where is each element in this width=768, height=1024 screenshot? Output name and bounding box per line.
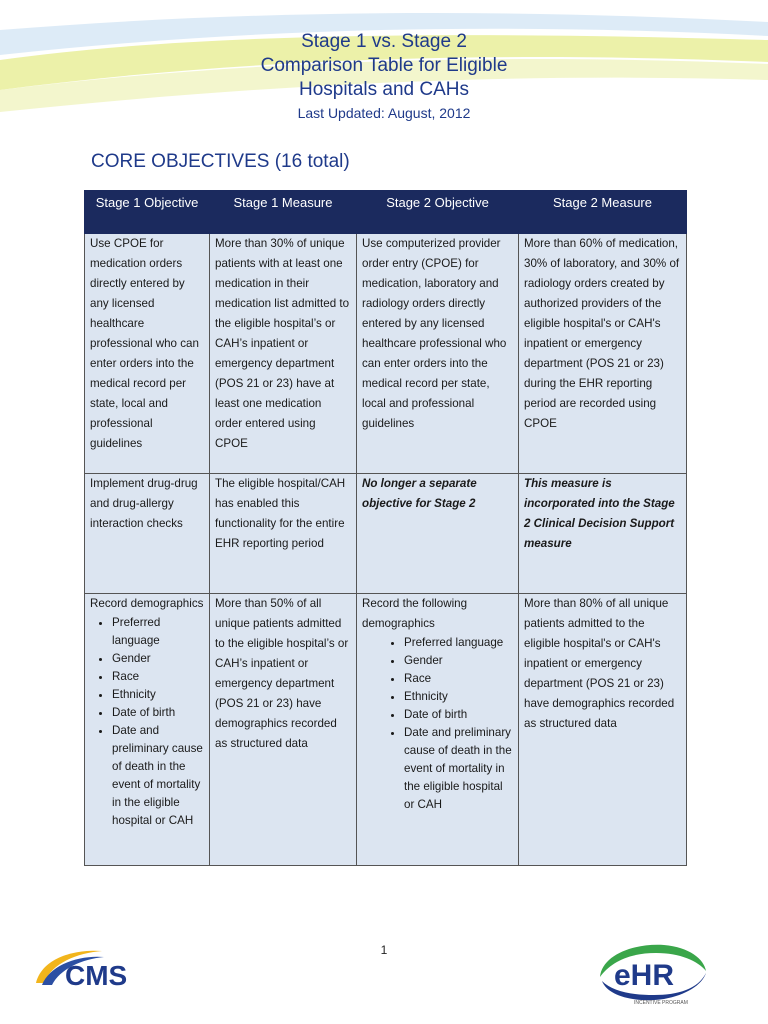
cell-s1-measure: More than 30% of unique patients with at least one medication in their medication list admitted to the eligible hospital’s or CAH’s inpatient or emergency department (POS 21 or 23) have at least one medication order entered using CPOE — [210, 234, 357, 474]
title-line-1: Stage 1 vs. Stage 2 — [301, 31, 467, 52]
last-updated: Last Updated: August, 2012 — [297, 105, 471, 121]
cms-logo — [32, 945, 162, 995]
comparison-table — [84, 190, 687, 866]
ehr-logo-subtext: INCENTIVE PROGRAM — [634, 1000, 688, 1006]
header-stage1-objective: Stage 1 Objective — [85, 191, 210, 234]
cell-s1-objective — [85, 594, 210, 866]
list-item: • Race — [404, 670, 513, 688]
cell-s1-measure: The eligible hospital/CAH has enabled this functionality for the entire EHR reporting period — [210, 474, 357, 594]
title-line-2: Comparison Table for Eligible — [260, 55, 508, 76]
document-title — [0, 30, 768, 123]
title-line-3: Hospitals and CAHs — [298, 79, 470, 100]
cell-s2-objective-text: Record the following demographics — [362, 597, 468, 630]
cell-s1-measure: More than 50% of all unique patients admitted to the eligible hospital’s or CAH’s inpatient or emergency department (POS 21 or 23) have demographics recorded as structured data — [210, 594, 357, 866]
list-item: • Preferred language — [404, 634, 513, 652]
cell-s2-measure: More than 80% of all unique patients admitted to the eligible hospital's or CAH's inpatient or emergency department (POS 21 or 23) have demographics recorded as structured data — [519, 594, 687, 866]
list-item: • Date and preliminary cause of death in the event of mortality in the eligible hospital or CAH — [404, 724, 513, 814]
cell-s1-objective-text: Record demographics — [90, 597, 204, 610]
list-item: • Date and preliminary cause of death in the event of mortality in the eligible hospital or CAH — [112, 722, 204, 830]
cell-s2-objective: No longer a separate objective for Stage 2 — [357, 474, 519, 594]
table-row — [85, 234, 687, 474]
cell-s1-objective: Implement drug-drug and drug-allergy interaction checks — [85, 474, 210, 594]
cell-s1-objective: Use CPOE for medication orders directly entered by any licensed healthcare professional who can enter orders into the medical record per state, local and professional guidelines — [85, 234, 210, 474]
header-stage2-objective: Stage 2 Objective — [357, 191, 519, 234]
header-stage1-measure: Stage 1 Measure — [210, 191, 357, 234]
cms-logo-text: CMS — [65, 960, 128, 991]
ehr-incentive-logo — [594, 937, 714, 1007]
demographics-list — [362, 634, 513, 814]
list-item: • Ethnicity — [404, 688, 513, 706]
cell-s2-objective — [357, 594, 519, 866]
list-item: • Preferred language — [112, 614, 204, 650]
cell-s2-objective: Use computerized provider order entry (CPOE) for medication, laboratory and radiology orders directly entered by any licensed healthcare professional who can enter orders into the medical record per state, local and professional guidelines — [357, 234, 519, 474]
page-number: 1 — [380, 943, 388, 957]
header-stage2-measure: Stage 2 Measure — [519, 191, 687, 234]
ehr-logo-text: eHR — [614, 959, 675, 992]
list-item: • Gender — [404, 652, 513, 670]
table-row — [85, 474, 687, 594]
list-item: • Gender — [112, 650, 204, 668]
list-item: • Ethnicity — [112, 686, 204, 704]
list-item: • Date of birth — [112, 704, 204, 722]
section-heading: CORE OBJECTIVES (16 total) — [91, 151, 350, 172]
table-header-row — [85, 191, 687, 234]
list-item: • Race — [112, 668, 204, 686]
list-item: • Date of birth — [404, 706, 513, 724]
cell-s2-measure: More than 60% of medication, 30% of laboratory, and 30% of radiology orders created by authorized providers of the eligible hospital's or CAH's inpatient or emergency department (POS 21 or 23) during the EHR reporting period are recorded using CPOE — [519, 234, 687, 474]
cell-s2-measure: This measure is incorporated into the Stage 2 Clinical Decision Support measure — [519, 474, 687, 594]
demographics-list — [90, 614, 204, 830]
table-row — [85, 594, 687, 866]
